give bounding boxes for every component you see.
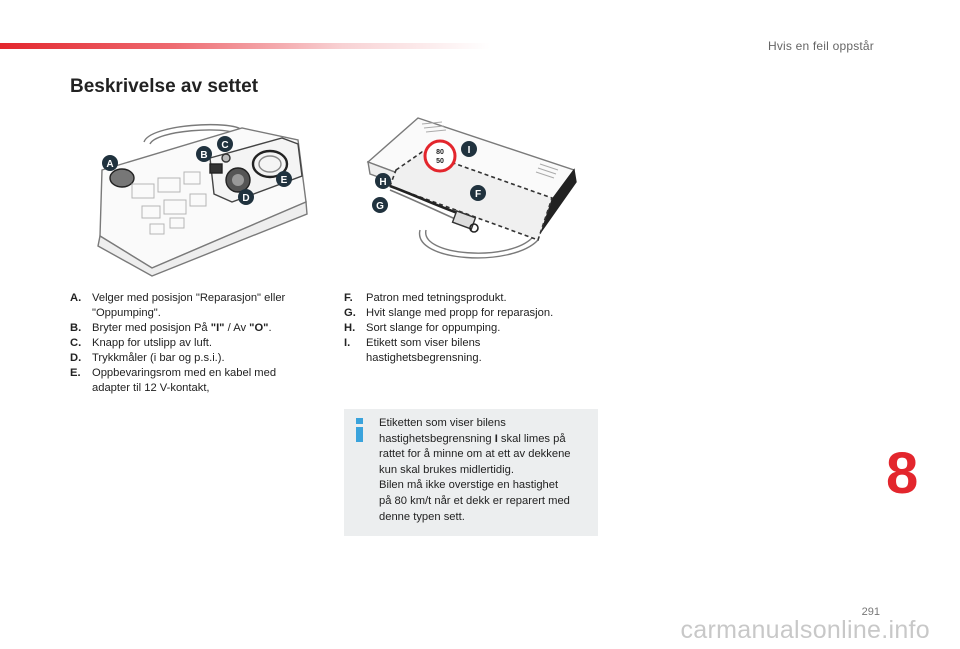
legend-item-a: A. Velger med posisjon "Reparasjon" eller "Oppumping".: [70, 292, 286, 319]
legend-item-h: H. Sort slange for oppumping.: [344, 322, 501, 334]
legend-item-c: C. Knapp for utslipp av luft.: [70, 337, 213, 349]
svg-text:I: I: [467, 145, 471, 156]
callout-i: [461, 141, 477, 157]
legend-item-f: F. Patron med tetningsprodukt.: [344, 292, 507, 304]
callout-f: [470, 185, 486, 201]
page-number: 291: [861, 606, 880, 618]
callout-h: [375, 173, 391, 189]
svg-text:G: G: [376, 201, 384, 212]
svg-text:50: 50: [436, 158, 444, 165]
header-accent-bar: [0, 43, 490, 49]
svg-text:A: A: [106, 159, 114, 170]
legend-list-left: [70, 291, 320, 396]
callout-a: [102, 155, 118, 171]
svg-text:H: H: [379, 177, 387, 188]
chapter-number: 8: [886, 441, 919, 506]
callout-b: [196, 146, 212, 162]
legend-item-i: I. Etikett som viser bilens hastighetsbegrensning.: [344, 337, 482, 364]
info-text: Etiketten som viser bilens hastighetsbegrensning I skal limes på rattet for å minne om at ett av dekkene kun skal brukes midlertidig. Bilen må ikke overstige en hastighet på 80 km/t når et dekk er reparert med denne typen sett.: [379, 417, 571, 523]
svg-text:E: E: [280, 175, 288, 186]
section-title: Hvis en feil oppstår: [767, 39, 874, 53]
svg-text:F: F: [474, 189, 482, 200]
page-title: Beskrivelse av settet: [70, 76, 259, 97]
info-box: [344, 409, 598, 536]
svg-text:80: 80: [436, 149, 444, 156]
legend-item-b: B. Bryter med posisjon På "I" / Av "O".: [70, 322, 272, 334]
watermark: carmanualsonline.info: [680, 616, 930, 644]
kit-illustration-front: [92, 118, 314, 278]
callout-e: [276, 171, 292, 187]
legend-item-e: E. Oppbevaringsrom med en kabel med adapter til 12 V-kontakt,: [70, 367, 277, 394]
svg-text:D: D: [242, 193, 250, 204]
svg-text:B: B: [200, 150, 208, 161]
callout-d: [238, 189, 254, 205]
kit-illustration-underside: [362, 112, 588, 272]
legend-item-d: D. Trykkmåler (i bar og p.s.i.).: [70, 352, 225, 364]
svg-text:C: C: [221, 140, 229, 151]
callout-g: [372, 197, 388, 213]
legend-list-right: [344, 291, 594, 366]
info-icon: [352, 417, 368, 443]
legend-item-g: G. Hvit slange med propp for reparasjon.: [344, 307, 554, 319]
callout-c: [217, 136, 233, 152]
speed-limit-sticker: [425, 141, 455, 171]
